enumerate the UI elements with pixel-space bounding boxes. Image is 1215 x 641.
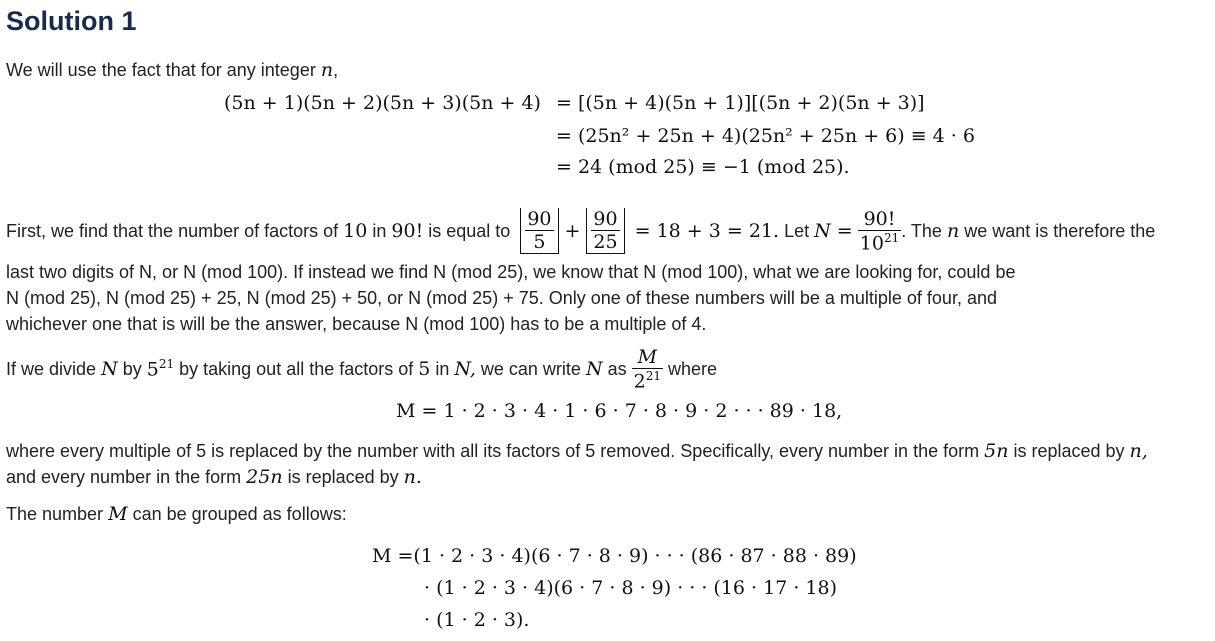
- p2-N: N: [101, 358, 118, 380]
- equation-1-line-2: = (25n² + 25n + 4)(25n² + 25n + 6) ≡ 4 · 6: [556, 125, 975, 147]
- p3-line1-n: n,: [1129, 440, 1148, 462]
- p4-a: The number: [6, 504, 104, 524]
- p1-in: in: [372, 220, 387, 241]
- p2-text-a: If we divide: [6, 358, 97, 379]
- p2-in: in: [435, 358, 450, 379]
- p1-ninety-factorial: 90!: [391, 220, 424, 242]
- p3-line1-a: where every multiple of 5 is replaced by the number with all its factors of 5 removed. Specifically, every number in the form: [6, 441, 980, 461]
- p1-text-a: First, we find that the number of factors of: [6, 220, 339, 241]
- floor-1-numerator: 90: [527, 208, 552, 230]
- paragraph-4: [6, 503, 347, 525]
- equation-3-line-1: M =(1 · 2 · 3 · 4)(6 · 7 · 8 · 9) · · · (86 · 87 · 88 · 89): [372, 545, 857, 567]
- p2-text-b: by taking out all the factors of: [179, 358, 414, 379]
- floor-1-denominator: 5: [525, 230, 553, 253]
- paragraph-3-line-2: [6, 466, 422, 488]
- floor-2-denominator: 25: [593, 231, 618, 253]
- fraction-M-over-2-21: [632, 346, 663, 392]
- p2-as: as: [607, 358, 627, 379]
- p2-five: 5: [146, 358, 159, 381]
- p2-N-3: N: [585, 358, 603, 380]
- p2-five-2: 5: [418, 358, 431, 380]
- p1-text-c: . The: [901, 220, 942, 241]
- fraction-90-factorial-over-10-21: [858, 208, 901, 254]
- fraction-M-numerator: M: [637, 345, 658, 368]
- p3-line2-a: and every number in the form: [6, 467, 242, 487]
- fraction-denominator-exponent: 21: [883, 230, 900, 245]
- floor-90-over-5: [520, 208, 558, 254]
- p4-b: can be grouped as follows:: [132, 504, 347, 524]
- p1-text-b: is equal to: [428, 220, 511, 241]
- section-heading: Solution 1: [6, 6, 137, 36]
- floor-90-over-25: [586, 208, 624, 254]
- p1-sum: = 18 + 3 = 21.: [634, 220, 780, 242]
- p1-plus: +: [564, 220, 581, 242]
- p3-line2-b: is replaced by: [287, 467, 399, 487]
- fraction-numerator: 90!: [863, 207, 896, 230]
- fraction-denominator-base: 10: [859, 232, 884, 255]
- paragraph-1-line-1: [6, 204, 1155, 258]
- p1-let: Let: [784, 220, 810, 241]
- equation-3-line-3: · (1 · 2 · 3).: [424, 609, 530, 631]
- intro-sentence: We will use the fact that for any integer: [6, 60, 316, 80]
- p1-ten: 10: [343, 220, 368, 242]
- fraction-M-denominator-exponent: 21: [645, 368, 661, 383]
- p1-N-equals: N =: [814, 220, 853, 242]
- p2-where: where: [668, 358, 718, 379]
- intro-variable: n: [320, 59, 334, 81]
- p2-N-2: N,: [454, 358, 476, 380]
- paragraph-2: [6, 344, 717, 394]
- equation-1-line-3: = 24 (mod 25) ≡ −1 (mod 25).: [556, 156, 850, 178]
- p4-M: M: [108, 503, 128, 525]
- p2-five-exponent: 21: [158, 357, 175, 372]
- p3-line1-5n: 5n: [984, 440, 1009, 462]
- p2-text-c: we can write: [480, 358, 581, 379]
- p3-line2-n: n.: [403, 466, 422, 488]
- p2-by: by: [122, 358, 142, 379]
- p3-line2-25n: 25n: [246, 466, 283, 488]
- paragraph-3-line-1: [6, 440, 1148, 462]
- p1-n: n: [946, 220, 960, 242]
- p1-text-d: we want is therefore the: [964, 220, 1156, 241]
- equation-1-line-1-lhs: (5n + 1)(5n + 2)(5n + 3)(5n + 4): [224, 92, 541, 114]
- fraction-M-denominator-base: 2: [633, 370, 646, 393]
- intro-tail: ,: [333, 60, 339, 80]
- equation-2: M = 1 · 2 · 3 · 4 · 1 · 6 · 7 · 8 · 9 · 2 · · · 89 · 18,: [396, 400, 843, 422]
- equation-1-line-1-rhs: = [(5n + 4)(5n + 1)][(5n + 2)(5n + 3)]: [556, 92, 925, 114]
- paragraph-1-line-4: whichever one that is will be the answer, because N (mod 100) has to be a multiple of 4.: [6, 314, 707, 334]
- paragraph-1-line-3: N (mod 25), N (mod 25) + 25, N (mod 25) + 50, or N (mod 25) + 75. Only one of these numbers will be a multiple of four, and: [6, 288, 997, 308]
- intro-text: [6, 59, 338, 81]
- floor-2-numerator: 90: [593, 208, 618, 230]
- paragraph-1-line-2: last two digits of N, or N (mod 100). If instead we find N (mod 25), we know that N (mod 100), what we are looking for, could be: [6, 262, 1016, 282]
- equation-3-line-2: · (1 · 2 · 3 · 4)(6 · 7 · 8 · 9) · · · (16 · 17 · 18): [424, 577, 838, 599]
- p3-line1-b: is replaced by: [1013, 441, 1125, 461]
